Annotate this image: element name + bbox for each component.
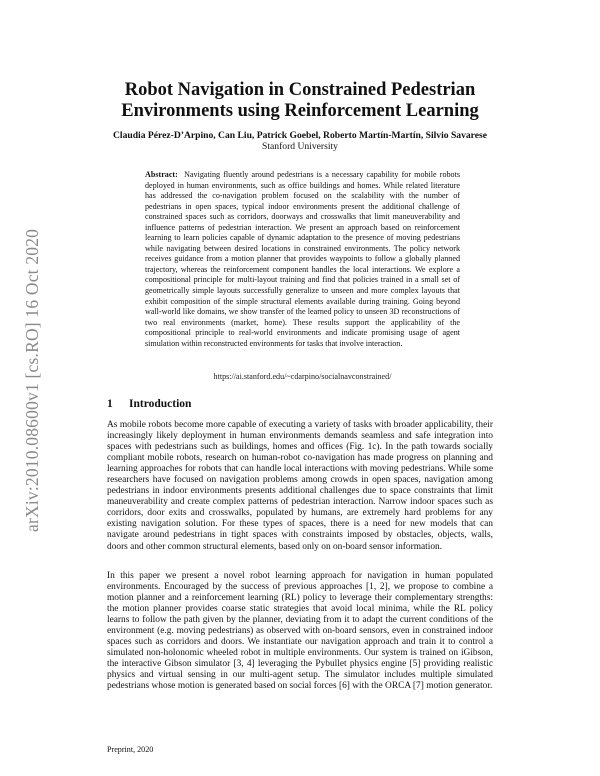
affiliation: Stanford University [262,141,338,152]
intro-paragraph-1: As mobile robots become more capable of executing a variety of tasks with broader applicability, their increasingly likely deployment in human environments demands seamless and safe integration into spaces with pedestrians such as buildings, homes and offices (Fig. 1c). In the path towards socially compliant mobile robots, research on human-robot co-navigation has made progress on planning and learning approaches for robots that can handle local interactions with moving pedestrians. While some researchers have focused on navigation problems among crowds in open spaces, navigation among pedestrians in indoor environments presents additional challenges due to space constraints that limit maneuverability and create complex patterns of pedestrian interaction. Narrow indoor spaces such as corridors, door exits and crosswalks, populated by humans, are extremely hard problems for any existing navigation solution. For these types of spaces, there is a need for new models that can navigate around pedestrians in tight spaces with constraints imposed by obstacles, objects, walls, doors and other common structural elements, based only on on-board sensor information. [107,420,493,552]
paper-title [90,80,510,122]
section-number: 1 [107,398,113,410]
arxiv-identifier: arXiv:2010.08600v1 [cs.RO] 16 Oct 2020 [22,228,42,532]
author-list: Claudia Pérez-D’Arpino, Can Liu, Patrick Goebel, Roberto Martín-Martín, Silvio Savarese [112,130,488,141]
abstract-text: Navigating fluently around pedestrians is a necessary capability for mobile robots deployed in human environments, such as office buildings and homes. While related literature has addressed the co-navigation problem focused on the scalability with the number of pedestrians in open spaces, typical indoor environments present the additional challenge of constrained spaces such as corridors, doorways and crosswalks that limit maneuverability and influence patterns of pedestrian interaction. We present an approach based on reinforcement learning to learn policies capable of dynamic adaptation to the presence of moving pedestrians while navigating between desired locations in constrained environments. The policy network receives guidance from a motion planner that provides waypoints to follow a globally planned trajectory, whereas the reinforcement component handles the local interactions. We explore a compositional principle for multi-layout training and find that policies trained in a small set of geometrically simple layouts successfully generalize to unseen and more complex layouts that exhibit composition of the simple structural elements available during training. Going beyond wall-world like domains, we show transfer of the learned policy to unseen 3D reconstructions of two real environments (market, home). These results support the applicability of the compositional principle to real-world environments and indicate promising usage of agent simulation within reconstructed environments for tasks that involve interaction. [145,170,460,348]
intro-paragraph-2: In this paper we present a novel robot learning approach for navigation in human populated environments. Encouraged by the success of previous approaches [1, 2], we propose to combine a motion planner and a reinforcement learning (RL) policy to leverage their complementary strengths: the motion planner provides coarse static strategies that avoid local minima, while the RL policy learns to follow the path given by the planner, deviating from it to adapt the current conditions of the environment (e.g. moving pedestrians) as observed with on-board sensors, even in constrained indoor spaces such as corridors and doors. We instantiate our navigation approach and train it to control a simulated non-holonomic wheeled robot in multiple environments. Our system is trained on iGibson, the interactive Gibson simulator [3, 4] leveraging the Pybullet physics engine [5] providing realistic physics and virtual sensing in our multi-agent setup. The simulator includes multiple simulated pedestrians whose motion is generated based on social forces [6] with the ORCA [7] motion generator. [107,571,493,692]
section-heading [107,398,191,411]
title-line-2: Environments using Reinforcement Learning [121,101,479,121]
project-url[interactable]: https://ai.stanford.edu/~cdarpino/socialnavconstrained/ [213,372,392,381]
title-line-1: Robot Navigation in Constrained Pedestrian [124,80,476,100]
abstract-label: Abstract: [145,170,178,179]
abstract [145,170,460,349]
footer-note: Preprint, 2020 [107,745,154,754]
section-title: Introduction [129,398,192,410]
